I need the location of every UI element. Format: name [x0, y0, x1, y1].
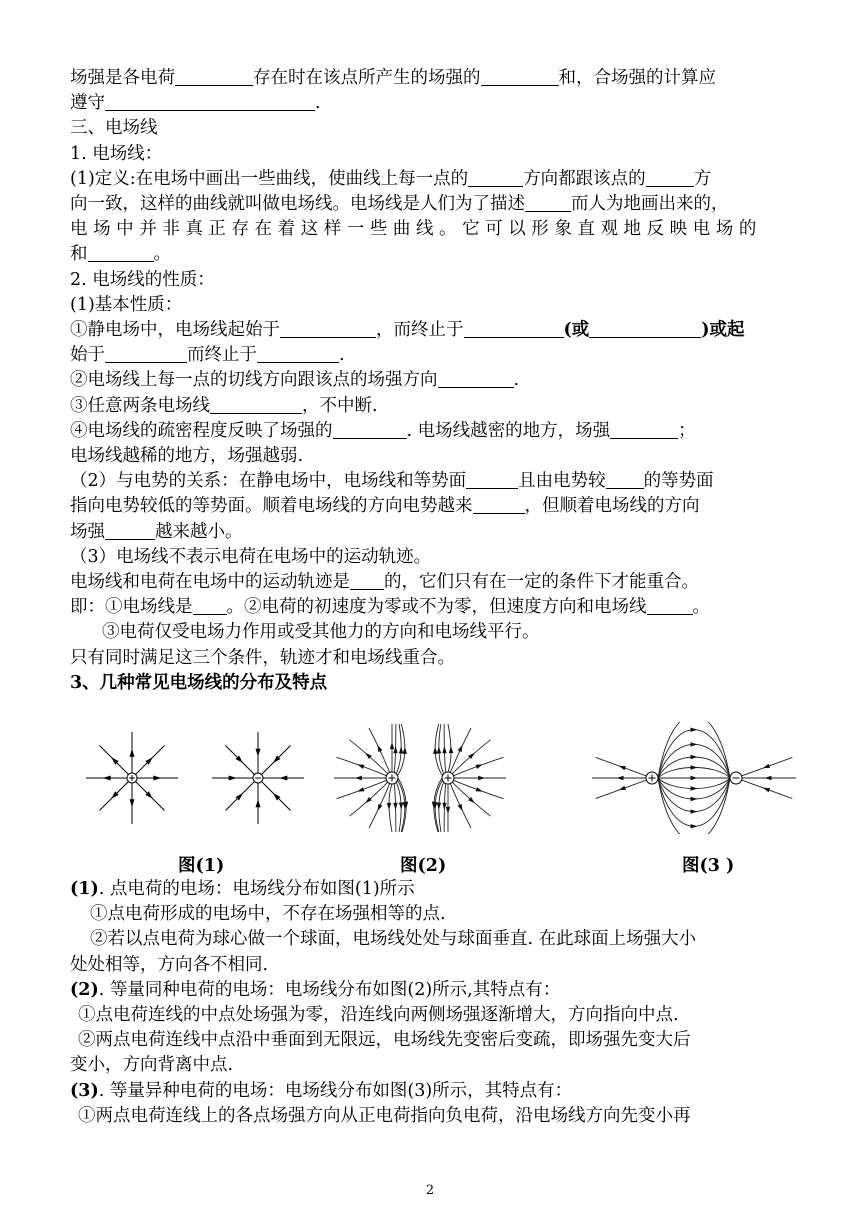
arrow-head	[446, 807, 450, 814]
text-line-15: ④电场线的疏密程度反映了场强的 . 电场线越密的地方，场强 ；	[70, 420, 696, 441]
section-heading: 三、电场线	[70, 118, 158, 139]
arrow-head	[478, 776, 485, 780]
arrow-head	[393, 746, 397, 753]
text-line-a10: ①两点电荷连线上的各点场强方向从正电荷指向负电荷，沿电场线方向先变小再	[78, 1105, 691, 1126]
text-line-23: ③电荷仅受电场力作用或受其他力的方向和电场线平行。	[102, 622, 540, 643]
text-line-8: 和 。	[70, 244, 171, 265]
worksheet-page	[70, 66, 795, 696]
arrow-head	[765, 776, 772, 780]
arrow-head	[476, 764, 483, 768]
figure-1-positive-charge	[84, 728, 180, 828]
answer-blank[interactable]	[88, 244, 154, 262]
arrow-head	[691, 765, 698, 769]
text-line-5: (1)定义:在电场中画出一些曲线，使曲线上每一点的 方向都跟该点的 方	[70, 168, 712, 189]
text-line-2: 遵守 .	[70, 93, 321, 114]
arrow-head	[691, 755, 698, 759]
arrow-head	[256, 749, 261, 757]
answer-blank[interactable]	[193, 597, 227, 615]
text-line-1: 场强是各电荷 存在时在该点所产生的场强的 和，合场强的计算应	[70, 68, 716, 88]
field-line	[658, 778, 730, 789]
answer-blank[interactable]	[481, 68, 559, 86]
text-line-12: 始于 而终止于 .	[70, 345, 345, 366]
arrow-head	[130, 749, 135, 757]
answer-blank[interactable]	[589, 320, 701, 338]
answer-blank[interactable]	[466, 471, 518, 489]
text-line-24: 只有同时满足这三个条件，轨迹才和电场线重合。	[70, 647, 455, 668]
subheading: 1. 电场线：	[70, 143, 163, 164]
arrow-head	[153, 776, 161, 781]
arrow-head	[458, 804, 463, 811]
answer-blank[interactable]	[646, 169, 694, 187]
arrow-head	[403, 747, 407, 754]
arrow-head	[763, 764, 770, 768]
text-line-19: 场强 越来越小。	[70, 521, 243, 542]
figure-1-negative-charge	[210, 728, 306, 828]
text-line-6: 向一致，这样的曲线就叫做电场线。电场线是人们为了描述 而人为地画出来的，	[70, 194, 729, 215]
figure-2-like-charges	[332, 722, 508, 834]
arrow-head	[229, 776, 237, 781]
figure-2-caption: 图(2)	[400, 856, 447, 876]
text-line-a8: 变小，方向背离中点.	[70, 1055, 234, 1076]
answer-blank[interactable]	[464, 320, 564, 338]
arrow-head	[357, 787, 364, 791]
text-line-22: 即：①电场线是 。②电荷的初速度为零或不为零，但速度方向和电场线 。	[70, 597, 710, 618]
answer-blank[interactable]	[105, 93, 315, 111]
answer-blank[interactable]	[280, 320, 376, 338]
text-line-a3: ②若以点电荷为球心做一个球面，电场线处处与球面垂直. 在此球面上场强大小	[90, 929, 697, 950]
field-line	[658, 744, 730, 778]
figure-3-caption: 图(3 )	[682, 856, 735, 876]
arrow-head	[763, 788, 770, 792]
text-line-20: （3）电场线不表示电荷在电场中的运动轨迹。	[70, 546, 432, 567]
arrow-head	[390, 742, 394, 749]
answer-blank[interactable]	[610, 421, 678, 439]
figure-3-unlike-charges	[588, 722, 798, 834]
text-line-13: ②电场线上每一点的切线方向跟该点的场强方向 .	[70, 370, 520, 391]
arrow-head	[387, 803, 391, 810]
text-line-a5: (2). 等量同种电荷的电场：电场线分布如图(2)所示,其特点有：	[70, 979, 561, 1000]
arrow-head	[377, 745, 382, 752]
arrow-head	[691, 809, 698, 813]
arrow-head	[130, 799, 135, 807]
answer-blank[interactable]	[438, 370, 514, 388]
arrow-head	[691, 797, 698, 801]
arrow-head	[691, 742, 698, 746]
text-line-a6: ①点电荷连线的中点处场强为零，沿连线向两侧场强逐渐增大，方向指向中点.	[78, 1005, 679, 1026]
arrow-head	[377, 804, 382, 811]
answer-blank[interactable]	[257, 345, 339, 363]
arrow-head	[399, 803, 403, 810]
arrow-head	[617, 776, 624, 780]
text-line-21: 电场线和电荷在电场中的运动轨迹是 的，它们只有在一定的条件下才能重合。	[70, 572, 699, 593]
arrow-head	[393, 803, 397, 810]
arrow-head	[619, 766, 626, 770]
arrow-head	[619, 786, 626, 790]
field-line	[658, 730, 730, 778]
arrow-head	[355, 776, 362, 780]
answer-blank[interactable]	[210, 396, 302, 414]
arrow-head	[433, 747, 437, 754]
text-line-18: 指向电势较低的等势面。顺着电场线的方向电势越来 ，但顺着电场线的方向	[70, 496, 700, 517]
arrow-head	[442, 803, 446, 810]
arrow-head	[437, 803, 441, 810]
text-line-17: （2）与电势的关系：在静电场中，电场线和等势面 且由电势较 的等势面	[70, 471, 714, 492]
figure-1-caption: 图(1)	[178, 856, 225, 876]
text-line-a4: 处处相等，方向各不相同.	[70, 954, 269, 975]
field-line	[658, 778, 730, 826]
answer-blank[interactable]	[468, 169, 523, 187]
text-line-a1: (1). 点电荷的电场：电场线分布如图(1)所示	[70, 879, 415, 899]
arrow-head	[437, 746, 441, 753]
arrow-head	[256, 799, 261, 807]
arrow-head	[279, 776, 287, 781]
text-line-16: 电场线越稀的地方，场强越弱.	[70, 446, 304, 467]
arrow-head	[442, 746, 446, 753]
text-line-11: ①静电场中，电场线起始于 ，而终止于 (或 )或起	[70, 320, 745, 341]
worksheet-page-lower	[70, 877, 795, 1129]
arrow-head	[691, 776, 698, 780]
answer-blank[interactable]	[350, 572, 384, 590]
arrow-head	[399, 746, 403, 753]
text-line-a7: ②两点电荷连线中点沿中垂面到无限远，电场线先变密后变疏，即场强先变大后	[78, 1030, 691, 1051]
field-line	[658, 778, 730, 812]
answer-blank[interactable]	[647, 597, 693, 615]
answer-blank[interactable]	[333, 421, 407, 439]
text-line-14: ③任意两条电场线 ，不中断.	[70, 395, 378, 416]
field-line	[658, 768, 730, 779]
answer-blank[interactable]	[105, 345, 187, 363]
text-line-a2: ①点电荷形成的电场中，不存在场强相等的点.	[90, 904, 446, 925]
answer-blank[interactable]	[175, 68, 253, 86]
answer-blank[interactable]	[105, 522, 155, 540]
answer-blank[interactable]	[606, 471, 644, 489]
field-line-figures	[70, 728, 795, 848]
arrow-head	[476, 787, 483, 791]
arrow-head	[449, 746, 453, 753]
arrow-head	[691, 824, 698, 828]
arrow-head	[357, 764, 364, 768]
arrow-head	[458, 745, 463, 752]
text-line-7: 电 场 中 并 非 真 正 存 在 着 这 样 一 些 曲 线 。 它 可 以 形 象 直 观 地 反 映 电 场 的	[70, 219, 757, 240]
text-line-a9: (3). 等量异种电荷的电场：电场线分布如图(3)所示，其特点有：	[70, 1080, 573, 1101]
answer-blank[interactable]	[473, 496, 525, 514]
page-number: 2	[425, 1183, 435, 1198]
subheading: (1)基本性质：	[70, 294, 183, 315]
subheading: 2. 电场线的性质：	[70, 269, 215, 290]
arrow-head	[691, 786, 698, 790]
arrow-head	[103, 776, 111, 781]
arrow-head	[691, 728, 698, 732]
answer-blank[interactable]	[525, 194, 571, 212]
section-heading: 3、几种常见电场线的分布及特点	[70, 672, 328, 693]
